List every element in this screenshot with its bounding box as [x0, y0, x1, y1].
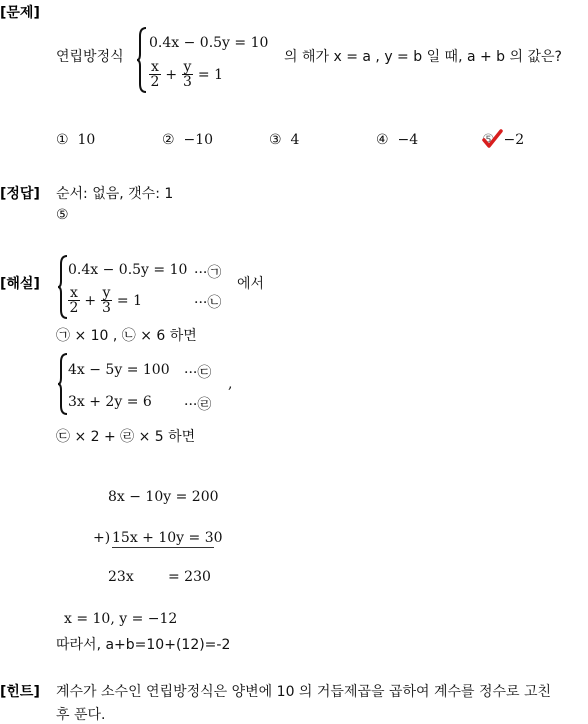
choice-text: 4	[290, 132, 300, 148]
rhs: = 1	[197, 67, 224, 83]
choice-number: ⑤	[482, 132, 495, 148]
calc-line-2: 15x + 10y = 30	[112, 530, 223, 546]
answer-meta: 순서: 없음, 갯수: 1	[56, 186, 174, 202]
solution-eq3: 4x − 5y = 100	[68, 362, 170, 378]
solution-tag: [해설]	[0, 276, 40, 292]
calc-line-3-right: = 230	[168, 569, 211, 585]
frac-den: 2	[150, 74, 160, 90]
choice-text: 10	[77, 132, 96, 148]
frac-num: x	[151, 59, 159, 75]
solution-eq1: 0.4x − 0.5y = 10	[68, 262, 188, 278]
calc-line-1: 8x − 10y = 200	[108, 489, 219, 505]
solution-eq4: 3x + 2y = 6	[68, 394, 152, 410]
problem-eq2	[149, 60, 223, 90]
choice-number: ③	[269, 132, 282, 148]
answer-tag: [정답]	[0, 186, 40, 202]
problem-tag: [문제]	[0, 5, 40, 21]
frac-den: 2	[69, 300, 79, 316]
hint-tag: [힌트]	[0, 684, 40, 700]
choice-1[interactable]	[56, 132, 95, 148]
calc-rule	[112, 547, 214, 548]
solution-eq1-mark: ···㉠	[194, 265, 222, 281]
calc-operator: +)	[93, 530, 111, 546]
solution-eseo: 에서	[237, 276, 265, 292]
rhs: = 1	[116, 293, 143, 309]
solution-eq2-mark: ···㉡	[194, 295, 222, 311]
choice-number: ②	[162, 132, 175, 148]
frac-num: x	[70, 285, 78, 301]
choice-3[interactable]	[269, 132, 299, 148]
frac-den: 3	[102, 300, 111, 316]
choice-text: −2	[503, 132, 525, 148]
problem-suffix: 의 해가 x = a , y = b 일 때, a + b 의 값은?	[284, 49, 562, 65]
problem-prefix: 연립방정식	[56, 49, 124, 65]
solution-step1: ㉠ × 10 , ㉡ × 6 하면	[56, 328, 197, 344]
problem-eq1: 0.4x − 0.5y = 10	[149, 35, 269, 51]
solution-eq2	[68, 286, 142, 316]
solution-eq3-mark: ···㉢	[184, 365, 212, 381]
answer-value: ⑤	[56, 207, 69, 223]
solution-conclusion: 따라서, a+b=10+(12)=-2	[56, 637, 231, 653]
plus-sign: +	[165, 67, 178, 83]
plus-sign: +	[84, 293, 97, 309]
choice-number: ①	[56, 132, 69, 148]
checkmark-icon	[481, 128, 503, 150]
solution-step2: ㉢ × 2 + ㉣ × 5 하면	[56, 429, 196, 445]
frac-den: 3	[183, 74, 192, 90]
frac-num: y	[183, 59, 192, 75]
solution-result: x = 10, y = −12	[64, 611, 178, 627]
hint-line-1: 계수가 소수인 연립방정식은 양변에 10 의 거듭제곱을 곱하여 계수를 정수로 고친	[56, 684, 552, 700]
calc-line-3-left: 23x	[108, 569, 134, 585]
choice-4[interactable]	[376, 132, 418, 148]
choice-2[interactable]	[162, 132, 213, 148]
choice-text: −4	[397, 132, 419, 148]
frac-num: y	[102, 285, 111, 301]
choice-number: ④	[376, 132, 389, 148]
hint-line-2: 후 푼다.	[56, 707, 106, 723]
system-brace	[136, 26, 148, 94]
solution-eq4-mark: ···㉣	[184, 397, 212, 413]
choice-text: −10	[183, 132, 214, 148]
solution-comma: ,	[228, 376, 233, 392]
